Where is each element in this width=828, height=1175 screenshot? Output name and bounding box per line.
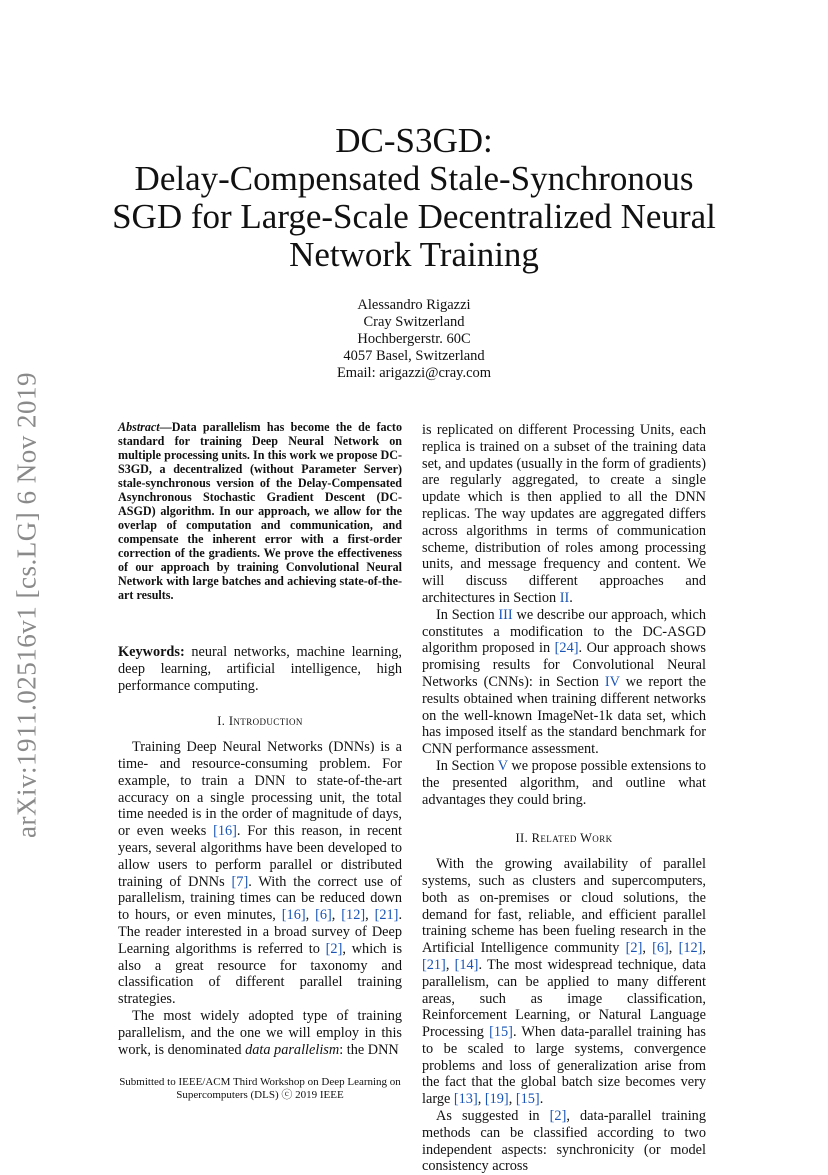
citation-link[interactable]: [15] <box>515 1091 540 1108</box>
section-link[interactable]: II <box>559 589 570 606</box>
title-line: SGD for Large-Scale Decentralized Neural <box>112 197 716 236</box>
title-line: DC-S3GD: <box>335 121 493 160</box>
intro-paragraph: In Section V we propose possible extensions to the presented algorithm, and outline what advantages they could bring. <box>422 757 706 808</box>
author-street: Hochbergerstr. 60C <box>357 331 471 347</box>
keywords <box>118 644 402 694</box>
citation-link[interactable]: [14] <box>454 956 479 973</box>
citation-link[interactable]: [16] <box>213 823 237 840</box>
submission-footnote: Submitted to IEEE/ACM Third Workshop on Deep Learning on Supercomputers (DLS) ⓒ 2019 IEEE <box>119 1076 401 1101</box>
citation-link[interactable]: [12] <box>341 907 366 924</box>
author-name: Alessandro Rigazzi <box>357 297 471 313</box>
citation-link[interactable]: [2] <box>625 940 643 957</box>
title-line: Network Training <box>289 235 539 274</box>
citation-link[interactable]: [2] <box>549 1108 567 1125</box>
related-paragraph: As suggested in [2], data-parallel training methods can be classified according to two independent aspects: synchronicity (or model consistency across <box>422 1108 706 1175</box>
paper-title <box>104 122 724 274</box>
citation-link[interactable]: [12] <box>678 940 703 957</box>
right-flow <box>422 422 706 607</box>
section-link[interactable]: V <box>497 757 508 774</box>
citation-link[interactable]: [7] <box>231 873 249 890</box>
author-org: Cray Switzerland <box>363 314 465 330</box>
citation-link[interactable]: [19] <box>484 1091 509 1108</box>
keywords-text: neural networks, machine learning, deep learning, artificial intelligence, high performance computing. <box>118 644 402 694</box>
citation-link[interactable]: [2] <box>325 940 343 957</box>
citation-link[interactable]: [15] <box>489 1024 513 1041</box>
section-link[interactable]: IV <box>604 673 620 690</box>
intro-paragraph: Training Deep Neural Networks (DNNs) is a time- and resource-consuming problem. For example, to train a DNN to state-of-the-art accuracy on a single processing unit, the total time needed is in the order of magnitude of days, or even weeks [16]. For this reason, in recent years, several algorithms have been developed to allow users to perform parallel or distributed training of DNNs [7]. With the correct use of parallelism, training times can be reduced down to hours, or even minutes, [16], [6], [12], [21]. The reader interested in a broad survey of Deep Learning algorithms is referred to [2], which is also a great resource for taxonomy and classification of different parallel training strategies. <box>118 739 403 1008</box>
citation-link[interactable]: [24] <box>554 640 579 657</box>
citation-link[interactable]: [6] <box>315 907 332 924</box>
section-heading-introduction: I. Introduction <box>217 714 303 729</box>
citation-link[interactable]: [6] <box>652 940 669 957</box>
citation-link[interactable]: [21] <box>374 907 399 924</box>
citation-link[interactable]: [13] <box>453 1091 478 1108</box>
intro-paragraph: In Section III we describe our approach, which constitutes a modification to the DC-ASGD algorithm proposed in [24]. Our approach shows promising results for Convolutional Neural Networks (CNNs): in Section IV we report the results obtained when training different networks on the well-known ImageNet-1k data set, which has imposed itself as the standard benchmark for CNN performance assessment. <box>422 606 706 758</box>
related-paragraph: With the growing availability of parallel systems, such as clusters and supercomputers, both as on-premises or cloud solutions, the demand for fast, reliable, and efficient parallel training scheme has been fueling research in the Artificial Intelligence community [2], [6], [12], [21], [14]. The most widespread technique, data parallelism, can be applied to many different areas, such as image classification, Reinforcement Learning, or Natural Language Processing [15]. When data-parallel training has to be scaled to large systems, convergence problems and loss of generalization arise from the fact that the global batch size becomes very large [13], [19], [15]. <box>422 856 706 1108</box>
section-heading-related-work: II. Related Work <box>515 831 613 846</box>
right-column <box>422 422 706 1175</box>
left-column <box>118 420 402 1058</box>
abstract <box>118 420 402 602</box>
author-block <box>264 297 564 382</box>
keywords-label: Keywords: <box>118 644 185 660</box>
author-email: Email: arigazzi@cray.com <box>336 365 492 381</box>
title-line: Delay-Compensated Stale-Synchronous <box>134 159 694 198</box>
citation-link[interactable]: [21] <box>422 956 446 973</box>
citation-link[interactable]: [16] <box>281 907 306 924</box>
arxiv-stamp <box>2 366 52 844</box>
section-link[interactable]: III <box>498 606 513 623</box>
intro-paragraph: The most widely adopted type of training parallelism, and the one we will employ in this work, is denominated data parallelism: the DNN <box>118 1007 402 1058</box>
intro-paragraph-continued: is replicated on different Processing Units, each replica is trained on a subset of the training data set, and updates (usually in the form of gradients) are regularly aggregated, to create a single update which is then applied to all the DNN replicas. The way updates are aggregated differs across algorithms in terms of communication scheme, distribution of roles among processing units, and message frequency and content. We will discuss different approaches and architectures in Section II. <box>422 422 706 606</box>
abstract-text: —Data parallelism has become the de facto standard for training Deep Neural Network on multiple processing units. In this work we propose DC-S3GD, a decentralized (without Parameter Server) stale-synchronous version of the Delay-Compensated Asynchronous Stochastic Gradient Descent (DC-ASGD) algorithm. In our approach, we allow for the overlap of computation and communication, and compensate the inherent error with a first-order correction of the gradients. We prove the effectiveness of our approach by training Convolutional Neural Network with large batches and achieving state-of-the-art results. <box>118 420 402 602</box>
arxiv-id: arXiv:1911.02516v1 [cs.LG] 6 Nov 2019 <box>11 372 42 838</box>
abstract-lead: Abstract <box>118 420 160 434</box>
author-city: 4057 Basel, Switzerland <box>343 348 485 364</box>
